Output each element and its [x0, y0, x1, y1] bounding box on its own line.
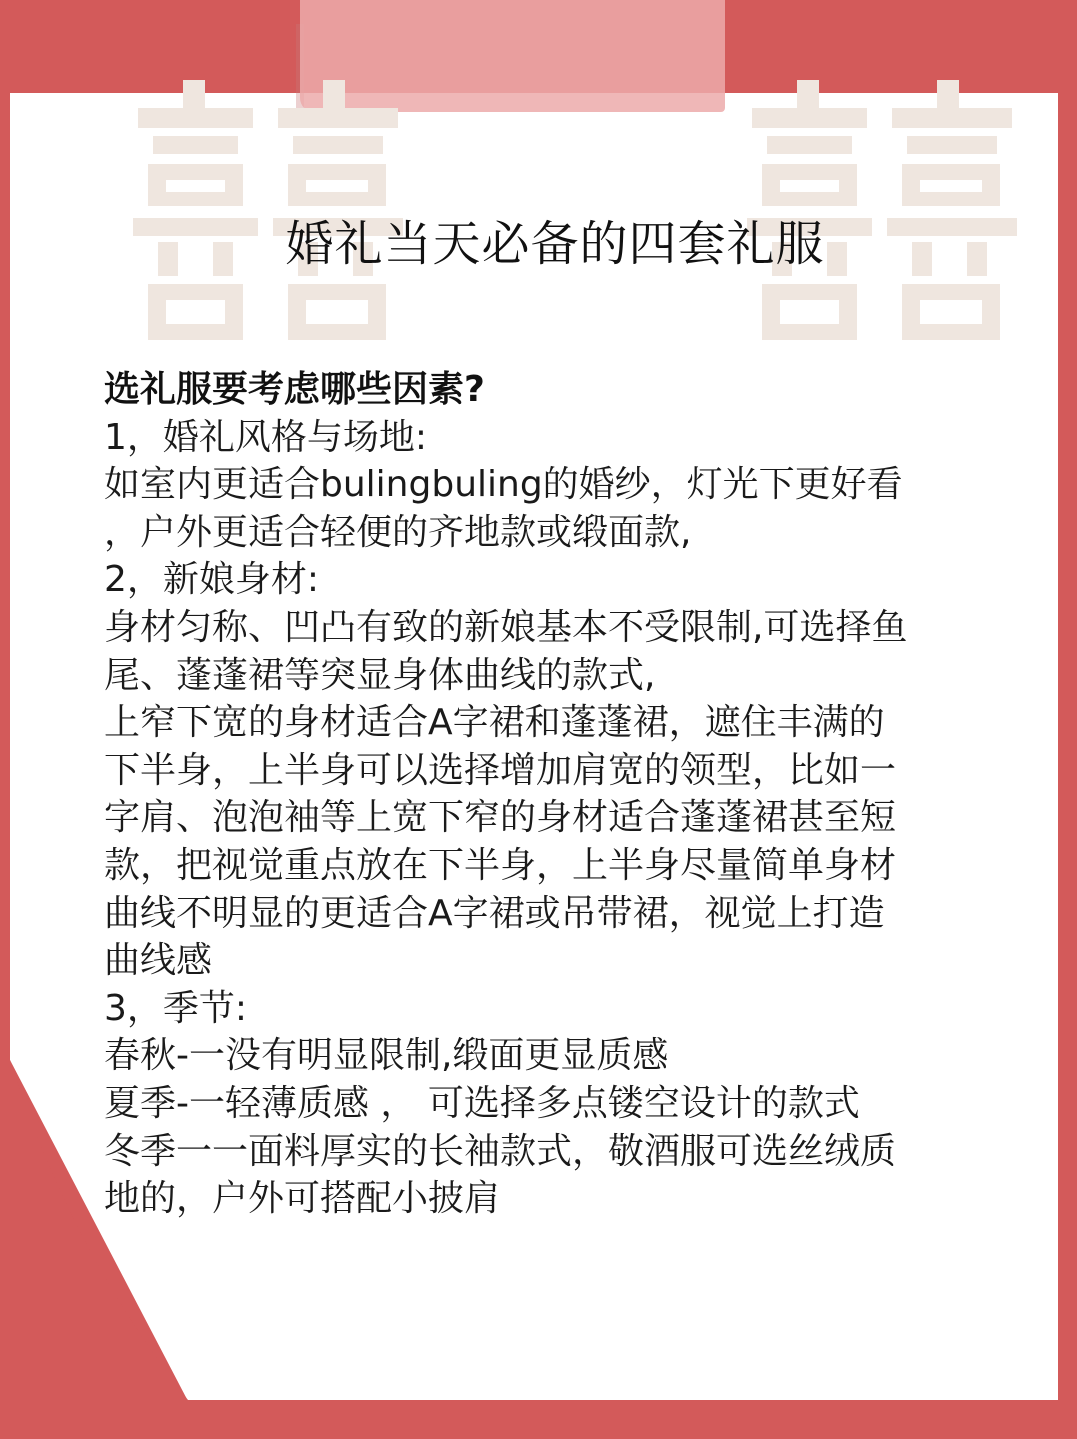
text-line: 身材匀称、凹凸有致的新娘基本不受限制,可选择鱼	[104, 606, 908, 648]
text-line: 1，婚礼风格与场地:	[104, 416, 428, 458]
text-line: 尾、蓬蓬裙等突显身体曲线的款式,	[104, 654, 656, 696]
text-line: 如室内更适合bulingbuling的婚纱，灯光下更好看	[104, 464, 903, 506]
text-line: 曲线不明显的更适合A字裙或吊带裙，视觉上打造	[104, 892, 885, 934]
page-title: 婚礼当天必备的四套礼服	[285, 216, 825, 272]
text-line: 夏季-一轻薄质感 ， 可选择多点镂空设计的款式	[104, 1082, 860, 1124]
text-line: 春秋-一没有明显限制,缎面更显质感	[104, 1035, 669, 1077]
text-line: 字肩、泡泡袖等上宽下窄的身材适合蓬蓬裙甚至短	[104, 797, 897, 839]
section-heading: 选礼服要考虑哪些因素?	[104, 369, 485, 410]
text-line: 冬季一一面料厚实的长袖款式，敬酒服可选丝绒质	[104, 1130, 897, 1172]
text-line: 曲线感	[104, 940, 213, 982]
text-line: 上窄下宽的身材适合A字裙和蓬蓬裙，遮住丰满的	[104, 702, 885, 744]
text-line: 下半身，上半身可以选择增加肩宽的领型，比如一	[104, 749, 897, 791]
text-line: 2，新娘身材:	[104, 559, 320, 601]
text-line: ，户外更适合轻便的齐地款或缎面款,	[104, 511, 692, 553]
text-line: 3，季节:	[104, 987, 248, 1029]
text-line: 款，把视觉重点放在下半身，上半身尽量简单身材	[104, 844, 897, 886]
text-line: 地的，户外可搭配小披肩	[104, 1178, 501, 1220]
article-body	[104, 366, 984, 1223]
